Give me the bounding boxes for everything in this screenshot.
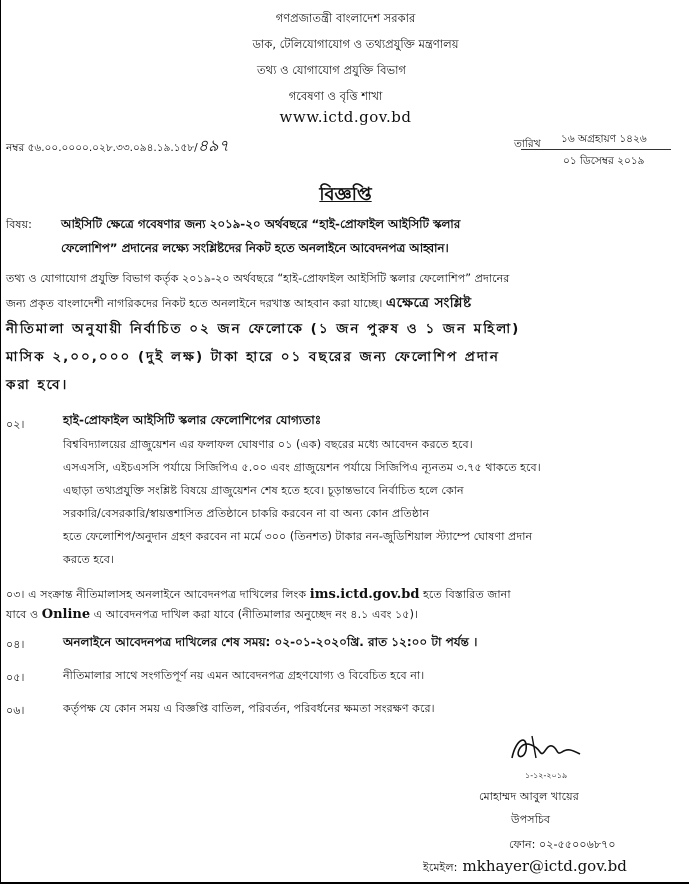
- item-04-number: ০৪।: [6, 638, 25, 651]
- item-02-heading: হাই-প্রোফাইল আইসিটি স্কলার ফেলোশিপের যোগ্যতাঃ: [63, 413, 322, 427]
- intro-line-1: তথ্য ও যোগাযোগ প্রযুক্তি বিভাগ কর্তৃক ২০১৯-২০ অর্থবছরে “হাই-প্রোফাইল আইসিটি স্কলার ফেলোশিপ” প্রদানের: [6, 272, 510, 285]
- item-04-text: অনলাইনে আবেদনপত্র দাখিলের শেষ সময়: ০২-০১-২০২০খ্রি. রাত ১২:০০ টা পর্যন্ত ।: [63, 635, 478, 649]
- item-06-text: কর্তৃপক্ষ যে কোন সময় এ বিজ্ঞপ্তি বাতিল, পরিবর্তন, পরিবর্ধনের ক্ষমতা সংরক্ষণ করে।: [63, 702, 435, 715]
- ims-link[interactable]: ims.ictd.gov.bd: [309, 587, 420, 602]
- intro-line-3: নীতিমালা অনুযায়ী নির্বাচিত ০২ জন ফেলোকে (১ জন পুরুষ ও ১ জন মহিলা): [6, 321, 521, 337]
- item-05-number: ০৫।: [6, 671, 25, 684]
- date-label: তারিখ: [514, 138, 541, 150]
- item-02-line: এছাড়া তথ্যপ্রযুক্তি সংশ্লিষ্ট বিষয়ে গ্রাজুয়েশন শেষ হতে হবে। চূড়ান্তভাবে নির্বাচিত হলে কোন: [63, 484, 464, 497]
- item-02-number: ০২।: [6, 418, 25, 431]
- subject-line-1: আইসিটি ক্ষেত্রে গবেষণার জন্য ২০১৯-২০ অর্থবছরে “হাই-প্রোফাইল আইসিটি স্কলার: [61, 217, 461, 231]
- item-03-number: ০৩।: [6, 588, 25, 601]
- branch-name: গবেষণা ও বৃত্তি শাখা: [288, 89, 383, 103]
- intro-line-2-normal: জন্য প্রকৃত বাংলাদেশী নাগরিকদের নিকট হতে অনলাইনে দরখাস্ত আহবান করা যাচ্ছে।: [6, 297, 383, 310]
- intro-line-2: [6, 292, 472, 315]
- officer-name: মোহাম্মদ আবুল খায়ের: [479, 790, 579, 803]
- item-05-text: নীতিমালার সাথে সংগতিপূর্ণ নয় এমন আবেদনপত্র গ্রহণযোগ্য ও বিবেচিত হবে না।: [63, 669, 425, 682]
- date-bangla: ১৬ অগ্রহায়ণ ১৪২৬: [561, 133, 647, 145]
- item-02-line: করতে হবে।: [63, 553, 115, 566]
- govt-name: গণপ্রজাতন্ত্রী বাংলাদেশ সরকার: [275, 11, 416, 25]
- memo-number-text: নম্বর ৫৬.০০.০০০০.০২৮.৩৩.০৯৪.১৯.১৫৮/: [6, 142, 198, 154]
- officer-designation: উপসচিব: [511, 813, 551, 826]
- intro-line-2-bold: এক্ষেত্রে সংশ্লিষ্ট: [385, 295, 472, 311]
- email-label: ইমেইল:: [423, 861, 458, 874]
- subject-label: বিষয়:: [6, 218, 32, 231]
- signature-image: [506, 728, 586, 768]
- item-03-line-1: [6, 586, 511, 605]
- item-02-line: সরকারি/বেসরকারি/স্বায়ত্তশাসিত প্রতিষ্ঠানে চাকরি করবেন না বা অন্য কোন প্রতিষ্ঠান: [63, 507, 430, 520]
- ministry-name: ডাক, টেলিযোগাযোগ ও তথ্যপ্রযুক্তি মন্ত্রণালয়: [252, 37, 459, 51]
- officer-phone: ফোন: ০২-৫৫০০৬৮৭০: [509, 838, 616, 851]
- officer-email-line: [423, 856, 627, 878]
- website-link[interactable]: www.ictd.gov.bd: [279, 108, 412, 126]
- online-word: Online: [41, 607, 91, 622]
- item-02-line: হতে ফেলোশিপ/অনুদান গ্রহণ করবেন না মর্মে ৩০০ (তিনশত) টাকার নন-জুডিশিয়াল স্ট্যাম্পে ঘোষণা প্রদান: [63, 530, 533, 543]
- notice-title: বিজ্ঞপ্তি: [319, 184, 372, 205]
- item-03-text-post: হতে বিস্তারিত জানা: [423, 588, 511, 601]
- date-english: ০১ ডিসেম্বর ২০১৯: [563, 155, 645, 167]
- handwritten-number: ৪৯৭: [197, 136, 229, 155]
- item-06-number: ০৬।: [6, 704, 25, 717]
- sign-date: ১-১২-২০১৯: [525, 771, 568, 780]
- item-03-line2-pre: যাবে ও: [6, 608, 39, 621]
- item-03-line2-post: এ আবেদনপত্র দাখিল করা যাবে (নীতিমালার অনুচ্ছেদ নং ৪.১ এবং ১৫)।: [93, 608, 418, 621]
- item-02-line: বিশ্ববিদ্যালয়ের গ্রাজুয়েশন এর ফলাফল ঘোষণার ০১ (এক) বছরের মধ্যে আবেদন করতে হবে।: [63, 438, 473, 451]
- item-03-line-2: [6, 606, 418, 625]
- division-name: তথ্য ও যোগাযোগ প্রযুক্তি বিভাগ: [257, 63, 406, 77]
- item-03-text-pre: এ সংক্রান্ত নীতিমালাসহ অনলাইনে আবেদনপত্র দাখিলের লিংক: [28, 588, 307, 601]
- item-02-line: এসএসসি, এইচএসসি পর্যায়ে সিজিপিএ ৫.০০ এবং গ্রাজুয়েশন পর্যায়ে সিজিপিএ ন্যূনতম ৩.৭৫ থাকতে হবে।: [63, 461, 541, 474]
- intro-line-4: মাসিক ২,০০,০০০ (দুই লক্ষ) টাকা হারে ০১ বছরের জন্য ফেলোশিপ প্রদান: [6, 349, 500, 365]
- intro-line-5: করা হবে।: [6, 377, 69, 393]
- email-address[interactable]: mkhayer@ictd.gov.bd: [462, 857, 627, 875]
- subject-line-2: ফেলোশিপ” প্রদানের লক্ষ্যে সংশ্লিষ্টদের নিকট হতে অনলাইনে আবেদনপত্র আহ্বান।: [61, 241, 449, 255]
- date-divider: [521, 149, 671, 150]
- memo-number: [6, 133, 229, 160]
